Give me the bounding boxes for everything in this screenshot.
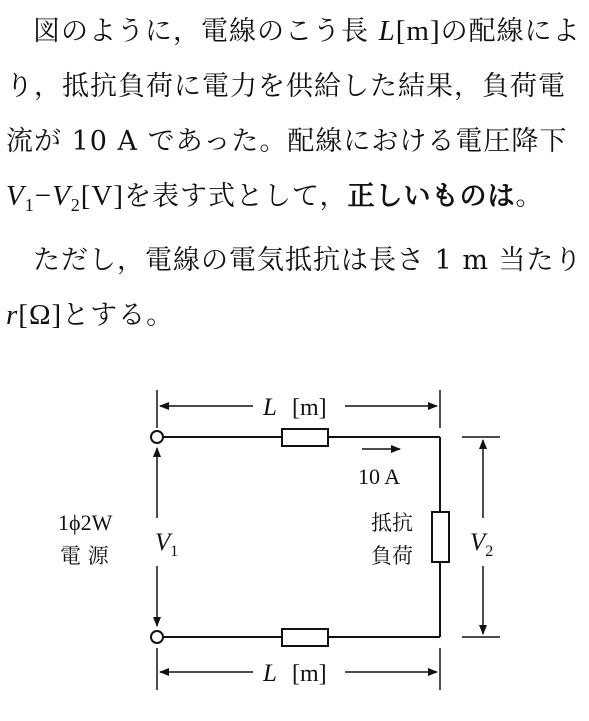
bottom-length-variable: L <box>263 660 277 687</box>
source-label-line1: 1ϕ2W <box>58 510 113 535</box>
source-label-line2: 電 源 <box>60 544 109 568</box>
minus-sign: − <box>34 180 53 212</box>
length-unit: [m] <box>395 15 441 47</box>
v1-label <box>155 529 178 560</box>
question-text-part: とする。 <box>62 300 175 331</box>
bottom-length-unit: [m] <box>292 661 327 687</box>
emphasis-text: 正しいものは <box>347 181 516 212</box>
v1-subscript: 1 <box>24 195 35 215</box>
resistance-variable: r <box>6 299 19 331</box>
top-terminal <box>151 431 163 443</box>
v2-label-letter: V <box>470 529 486 556</box>
v1-label-subscript: 1 <box>170 543 179 560</box>
question-text-part: の配線により，抵抗負荷に電力を供給した結果，負荷電流が 10 A であった。配線における電圧降下 <box>6 16 581 157</box>
v2-label-subscript: 2 <box>485 543 494 560</box>
v2-subscript: 2 <box>70 195 81 215</box>
current-label: 10 A <box>358 464 401 489</box>
top-wire-resistor <box>282 429 328 446</box>
v2-label <box>470 529 493 560</box>
question-text-part: ただし，電線の電気抵抗は長さ 1 m 当たり <box>33 245 583 276</box>
load-resistor <box>432 512 449 562</box>
voltage-unit: [V] <box>80 180 125 212</box>
resistance-unit: [Ω] <box>18 299 63 331</box>
question-text-part: 図のように，電線のこう長 <box>33 16 379 47</box>
bottom-wire-resistor <box>282 629 328 646</box>
bottom-terminal <box>151 631 163 643</box>
load-label-line2: 負荷 <box>371 544 413 568</box>
load-label-line1: 抵抗 <box>371 511 413 535</box>
v1-label-letter: V <box>155 529 171 556</box>
question-text-part: 。 <box>515 181 544 212</box>
top-length-variable: L <box>263 394 277 421</box>
v1-letter: V <box>6 180 25 212</box>
v2-letter: V <box>52 180 71 212</box>
question-text-part: を表す式として， <box>124 181 348 212</box>
top-length-unit: [m] <box>292 395 327 421</box>
length-variable: L <box>378 15 396 47</box>
